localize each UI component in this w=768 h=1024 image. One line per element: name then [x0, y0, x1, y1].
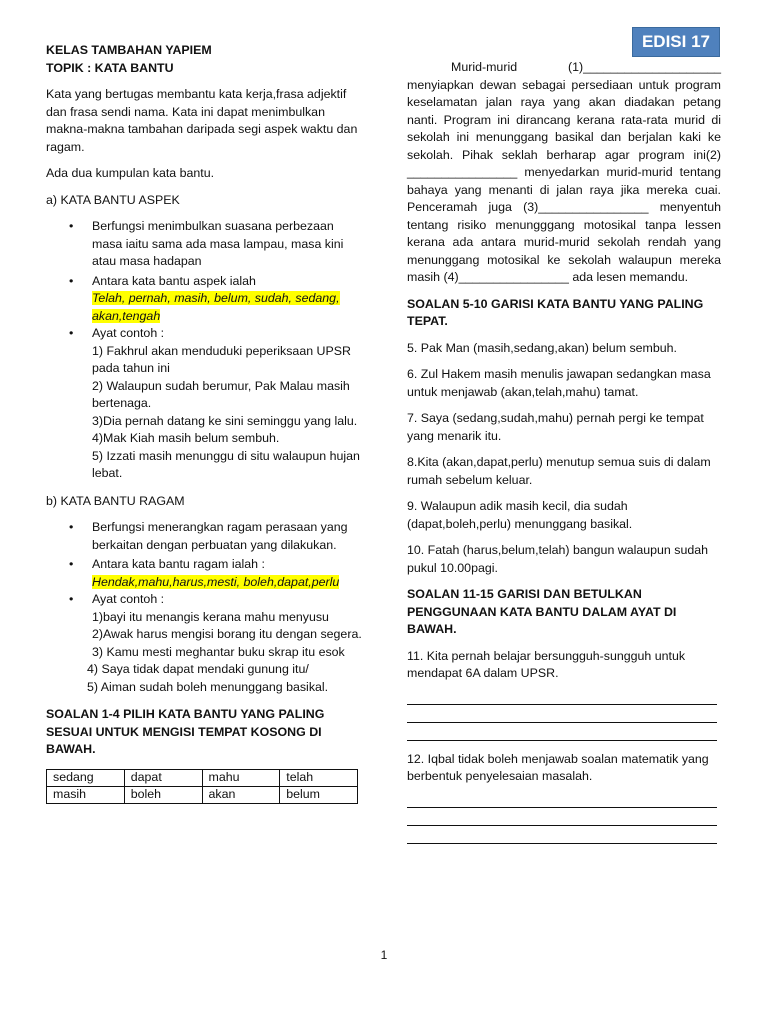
- aspek-example: 4)Mak Kiah masih belum sembuh.: [92, 431, 280, 445]
- aspek-example: 2) Walaupun sudah berumur, Pak Malau masih bertenaga.: [92, 378, 350, 410]
- aspek-list: [46, 218, 364, 483]
- ragam-heading: b) KATA BANTU RAGAM: [46, 493, 185, 508]
- aspek-words-item: [46, 273, 364, 326]
- question-item: 5. Pak Man (masih,sedang,akan) belum sembuh.: [407, 340, 677, 355]
- question-item: 10. Fatah (harus,belum,telah) bangun walaupun sudah pukul 10.00pagi.: [407, 543, 709, 575]
- ragam-function-text: Berfungsi menerangkan ragam perasaan yang berkaitan dengan perbuatan yang dilakukan.: [92, 520, 348, 552]
- aspek-function-text: Berfungsi menimbulkan suasana perbezaan masa iaitu sama ada masa lampau, masa kini atau masa hadapan: [92, 219, 344, 268]
- topic-title: TOPIK : KATA BANTU: [46, 60, 174, 75]
- aspek-examples-item: [46, 325, 364, 483]
- left-column: [46, 42, 364, 804]
- soalan-11-15-heading: SOALAN 11-15 GARISI DAN BETULKAN PENGGUNAAN KATA BANTU DALAM AYAT DI BAWAH.: [407, 587, 677, 636]
- answer-line[interactable]: [407, 705, 717, 723]
- table-cell: boleh: [124, 786, 202, 803]
- table-row: [47, 769, 358, 786]
- passage-first-line: [407, 59, 721, 77]
- ragam-example: 2)Awak harus mengisi borang itu dengan segera.: [92, 627, 362, 641]
- ragam-examples-label: • Ayat contoh :: [92, 592, 165, 606]
- intro-paragraph: Kata yang bertugas membantu kata kerja,frasa adjektif dan frasa sendi nama. Kata ini dapat menimbulkan makna-makna tambahan daripada segi aspek waktu dan ragam.: [46, 87, 358, 154]
- aspek-example: 1) Fakhrul akan menduduki peperiksaan UPSR pada tahun ini: [92, 343, 351, 375]
- answer-lines: [407, 687, 721, 741]
- page-number: 1: [380, 948, 388, 962]
- table-cell: akan: [202, 786, 280, 803]
- table-cell: belum: [280, 786, 358, 803]
- question-item: 7. Saya (sedang,sudah,mahu) pernah pergi ke tempat yang menarik itu.: [407, 411, 704, 443]
- aspek-function-item: [46, 218, 364, 271]
- answer-line[interactable]: [407, 687, 717, 705]
- ragam-function-item: [46, 519, 364, 554]
- cloze-passage: menyiapkan dewan sebagai persediaan untuk program keselamatan jalan raya yang akan diadakan petang nanti. Program ini dirancang kerana rata-rata murid di sekolah ini menunggang basikal dan berjalan kaki ke sekolah. Pihak seklah berharap agar program ini(2) ________________ menyedarkan murid-murid tentang bahaya yang menanti di jalan raya jika mereka cuai. Penceramah juga (3)________________ menyentuh tentang risiko menungggang motosikal tanpa lessen kerana ada antara murid-murid sekolah rendah yang menunggang motosikal ke sekolah walaupun mereka masih (4)________________ ada lesen memandu.: [407, 77, 721, 284]
- groups-intro: Ada dua kumpulan kata bantu.: [46, 166, 215, 180]
- answer-line[interactable]: [407, 723, 717, 741]
- table-cell: mahu: [202, 769, 280, 786]
- answer-line[interactable]: [407, 790, 717, 808]
- table-cell: sedang: [47, 769, 125, 786]
- answer-line[interactable]: [407, 826, 717, 844]
- aspek-example: 5) Izzati masih menunggu di situ walaupun hujan lebat.: [92, 448, 360, 480]
- blank-1: (1)____________________: [568, 60, 721, 74]
- question-item: 8.Kita (akan,dapat,perlu) menutup semua suis di dalam rumah sebelum keluar.: [407, 455, 711, 487]
- ragam-words-highlight: Hendak,mahu,harus,mesti, boleh,dapat,perlu: [92, 574, 340, 589]
- ragam-example: 5) Aiman sudah boleh menunggang basikal.: [87, 679, 329, 694]
- aspek-example: 3)Dia pernah datang ke sini seminggu yang lalu.: [92, 413, 358, 428]
- ragam-list: [46, 519, 364, 696]
- table-cell: telah: [280, 769, 358, 786]
- aspek-words-highlight: Telah, pernah, masih, belum, sudah, sedang, akan,tengah: [92, 291, 340, 323]
- edition-badge: EDISI 17: [632, 27, 720, 57]
- aspek-words-label: • Antara kata bantu aspek ialah: [92, 273, 256, 288]
- ragam-example: 3) Kamu mesti meghantar buku skrap itu esok: [92, 644, 345, 659]
- question-item: 6. Zul Hakem masih menulis jawapan sedangkan masa untuk menjawab (akan,telah,mahu) tamat.: [407, 367, 711, 399]
- class-title: KELAS TAMBAHAN YAPIEM: [46, 43, 212, 57]
- word-choice-table: [46, 769, 358, 804]
- question-item: 12. Iqbal tidak boleh menjawab soalan matematik yang berbentuk penyelesaian masalah.: [407, 751, 709, 783]
- table-row: [47, 786, 358, 803]
- table-cell: dapat: [124, 769, 202, 786]
- ragam-example: 1)bayi itu menangis kerana mahu menyusu: [92, 609, 329, 624]
- ragam-words-label: • Antara kata bantu ragam ialah :: [92, 557, 265, 571]
- right-column: [407, 59, 721, 854]
- aspek-examples-label: • Ayat contoh :: [92, 326, 165, 340]
- passage-start: Murid-murid: [451, 60, 518, 74]
- aspek-heading: a) KATA BANTU ASPEK: [46, 192, 180, 207]
- soalan-1-4-heading: SOALAN 1-4 PILIH KATA BANTU YANG PALING SESUAI UNTUK MENGISI TEMPAT KOSONG DI BAWAH.: [46, 707, 325, 756]
- ragam-example: 4) Saya tidak dapat mendaki gunung itu/: [87, 662, 309, 676]
- ragam-examples-item: [46, 591, 364, 696]
- question-item: 9. Walaupun adik masih kecil, dia sudah (dapat,boleh,perlu) menunggang basikal.: [407, 499, 633, 531]
- question-item: 11. Kita pernah belajar bersungguh-sungguh untuk mendapat 6A dalam UPSR.: [407, 648, 686, 680]
- answer-lines: [407, 790, 721, 844]
- ragam-words-item: [46, 556, 364, 591]
- table-cell: masih: [47, 786, 125, 803]
- answer-line[interactable]: [407, 808, 717, 826]
- soalan-5-10-heading: SOALAN 5-10 GARISI KATA BANTU YANG PALING TEPAT.: [407, 296, 704, 328]
